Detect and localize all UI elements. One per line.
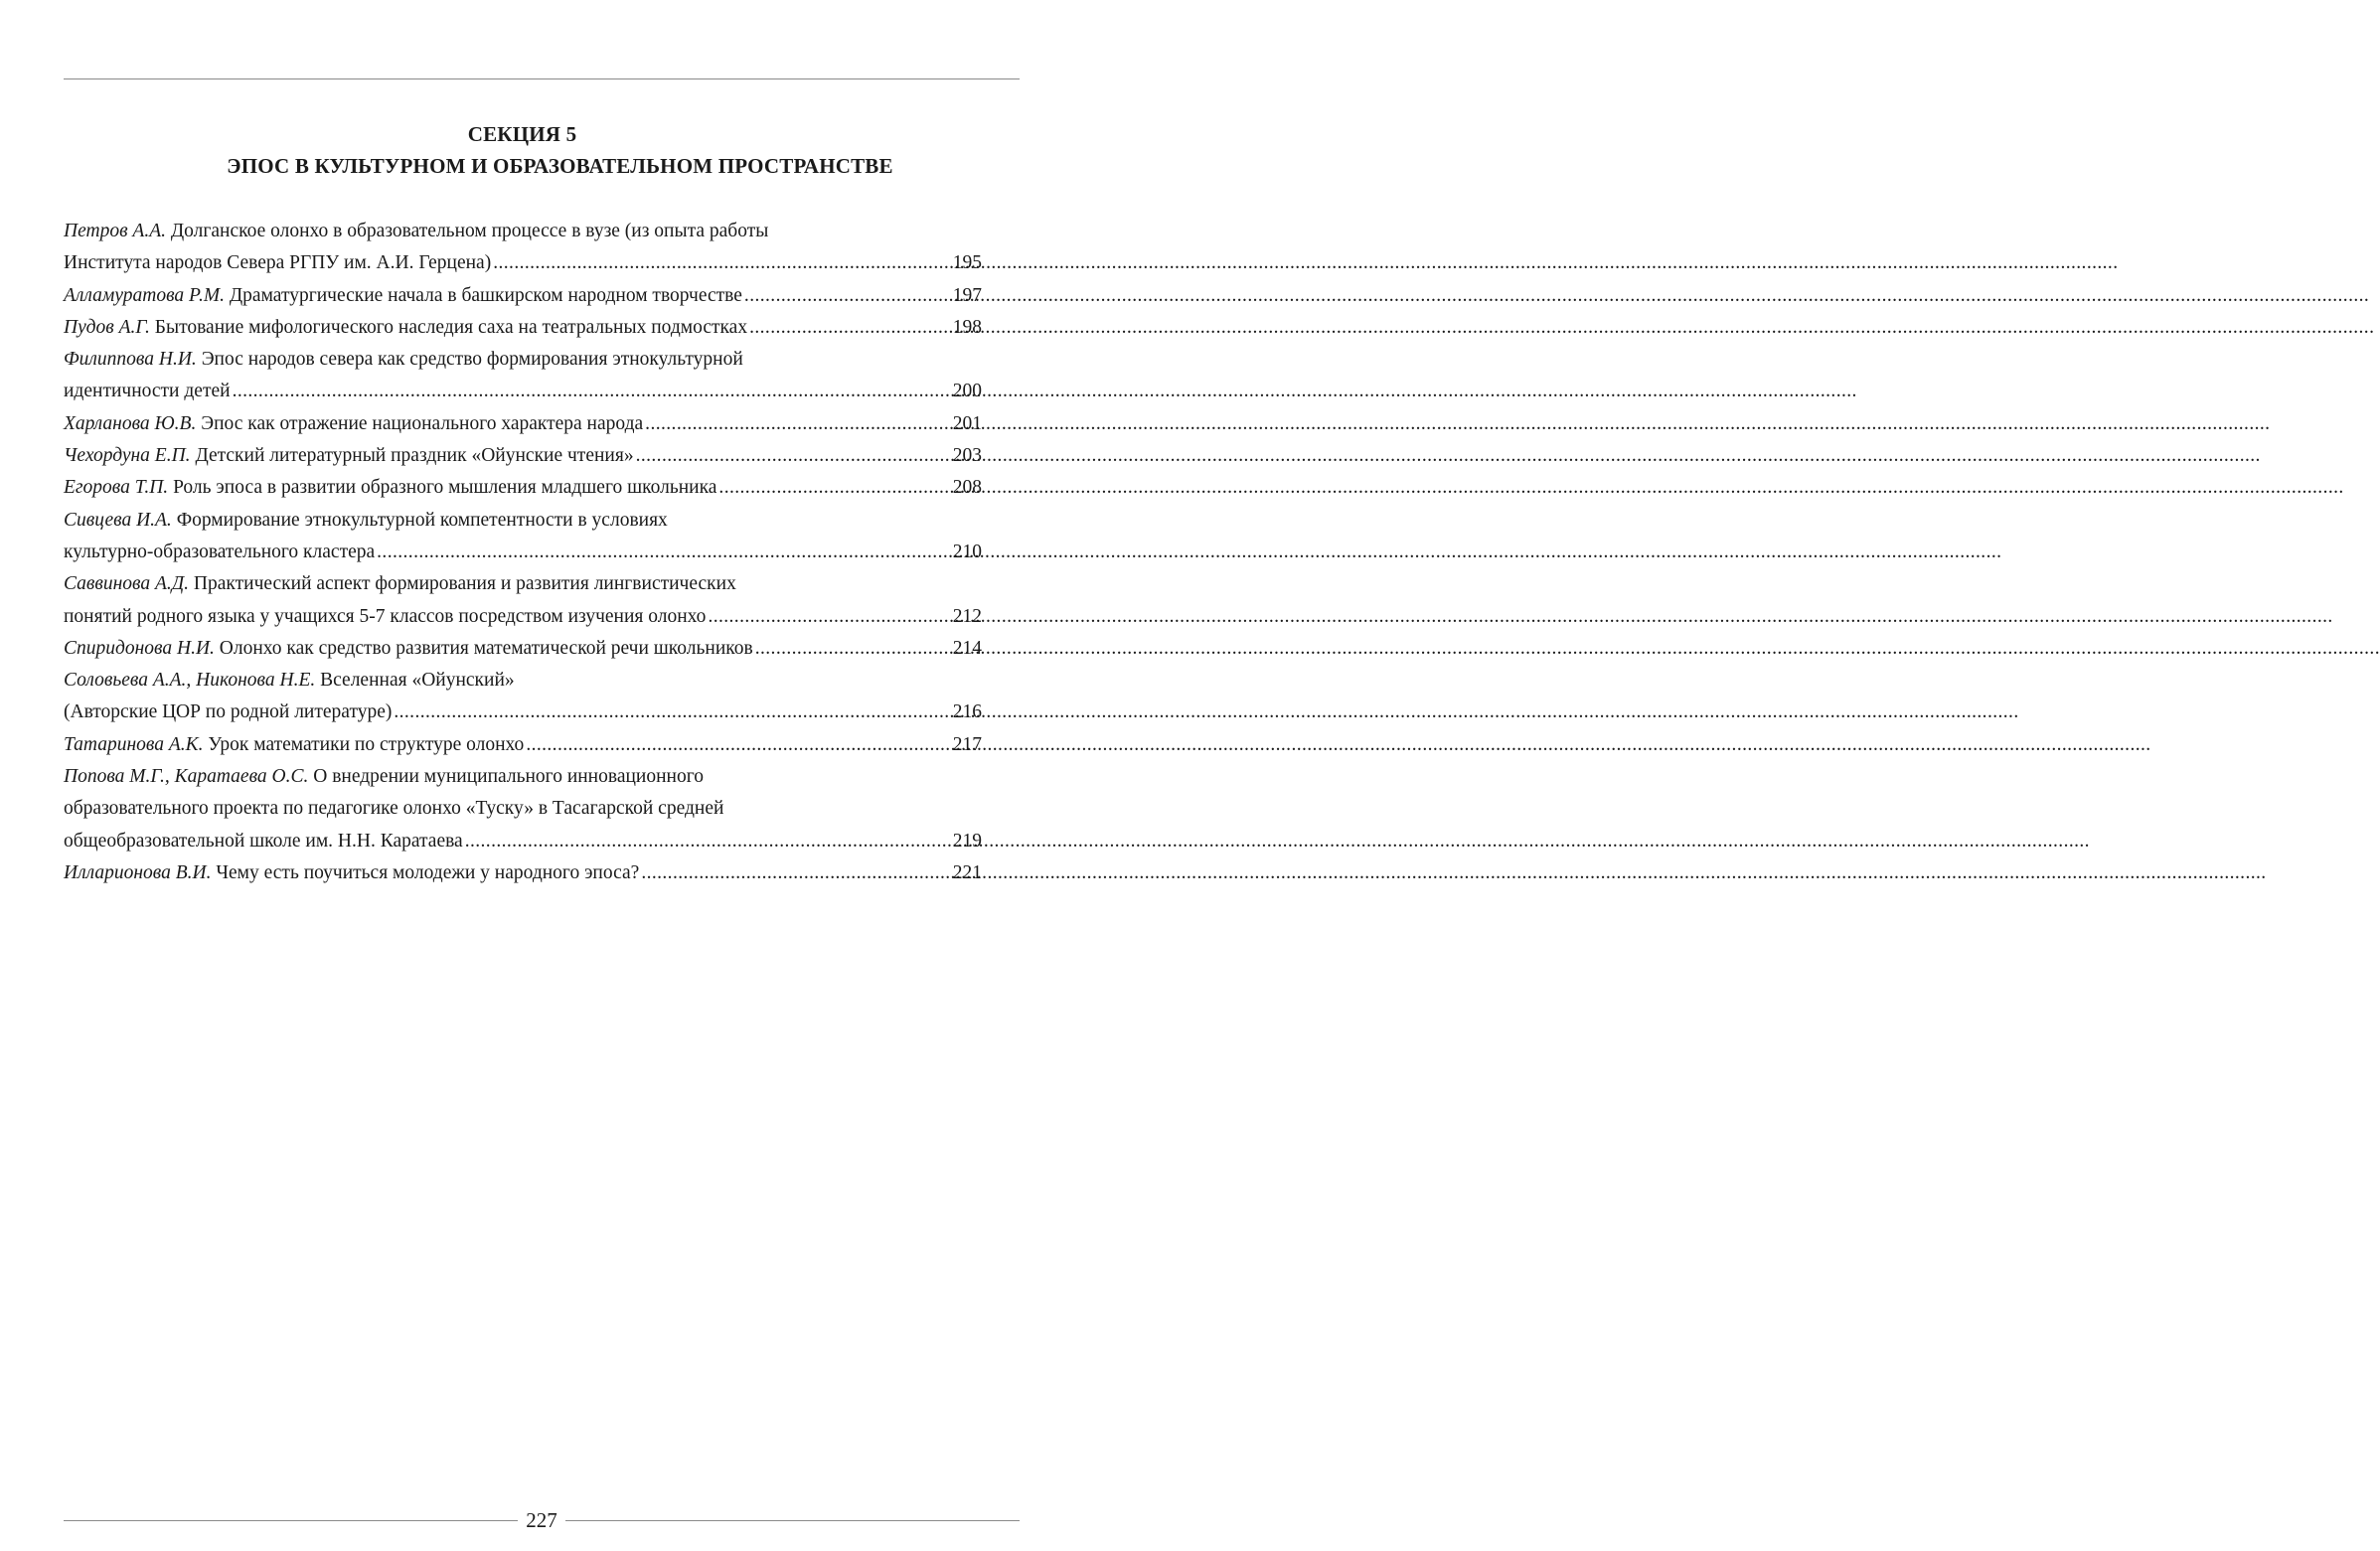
toc-line	[64, 568, 982, 600]
toc-title-text: Урок математики по структуре олонхо	[208, 733, 525, 755]
toc-page-number: 201	[952, 412, 982, 434]
toc-line	[64, 537, 982, 568]
top-rule	[64, 78, 1020, 79]
toc-author: Соловьева А.А., Никонова Н.Е.	[64, 670, 316, 692]
toc-author: Харланова Ю.В.	[64, 412, 197, 434]
dot-leader	[394, 697, 950, 728]
toc-line-text	[64, 440, 634, 472]
toc-line-text	[64, 408, 643, 440]
toc-entry	[64, 472, 982, 504]
toc-page-number: 214	[952, 637, 982, 659]
toc-title-text: Долганское олонхо в образовательном процессе в вузе (из опыта работы	[170, 221, 769, 241]
toc-title-text: Детский литературный праздник «Ойунские чтения»	[195, 445, 634, 467]
toc-line	[64, 697, 982, 728]
toc-page-number: 221	[952, 861, 982, 883]
toc-author: Илларионова В.И.	[64, 861, 212, 883]
dot-leader	[744, 280, 951, 312]
toc-line-text	[64, 793, 723, 825]
toc-line	[64, 793, 982, 825]
toc-line	[64, 216, 982, 247]
toc-line-text	[64, 312, 747, 344]
dot-leader	[493, 247, 951, 279]
toc-entry	[64, 312, 982, 344]
toc-line-text	[64, 761, 704, 793]
toc-page-number: 212	[952, 605, 982, 627]
toc-page-number: 217	[952, 733, 982, 755]
toc-line	[64, 312, 982, 344]
toc-page-number: 198	[952, 316, 982, 338]
dot-leader	[233, 376, 951, 407]
dot-leader	[526, 729, 950, 761]
toc-entry	[64, 344, 982, 408]
toc-line	[64, 472, 982, 504]
toc-line-text	[64, 505, 668, 537]
dot-leader	[377, 537, 951, 568]
toc-entry	[64, 665, 982, 729]
toc-line-text	[64, 729, 524, 761]
toc-author: Сивцева И.А.	[64, 509, 172, 531]
toc-entry	[64, 857, 982, 889]
toc-line-text	[64, 633, 753, 665]
page-number: 227	[526, 1507, 557, 1532]
toc-line-text	[64, 472, 716, 504]
dot-leader	[641, 857, 950, 889]
toc-page-number: 219	[952, 830, 982, 852]
footer-rule-left	[64, 1520, 518, 1521]
dot-leader	[636, 440, 951, 472]
toc-title-text: Эпос как отражение национального характера народа	[201, 412, 644, 434]
toc-line	[64, 665, 982, 697]
toc-entry	[64, 505, 982, 569]
toc-title-text: Формирование этнокультурной компетентности в условиях	[176, 509, 668, 531]
page-footer	[64, 1505, 1020, 1535]
toc-line	[64, 826, 982, 857]
toc-title-text: образовательного проекта по педагогике олонхо «Туску» в Тасагарской средней	[64, 798, 724, 820]
toc-page-number: 210	[952, 541, 982, 562]
toc-line	[64, 857, 982, 889]
toc-line-text	[64, 665, 515, 697]
toc-title-text: Практический аспект формирования и развития лингвистических	[193, 573, 736, 595]
toc-line	[64, 729, 982, 761]
toc-entry	[64, 216, 982, 280]
toc-line	[64, 408, 982, 440]
section-title: ЭПОС В КУЛЬТУРНОМ И ОБРАЗОВАТЕЛЬНОМ ПРОСТРАНСТВЕ	[227, 154, 893, 178]
dot-leader	[645, 408, 951, 440]
toc-title-text: (Авторские ЦОР по родной литературе)	[64, 701, 393, 723]
dot-leader	[755, 633, 951, 665]
toc-line	[64, 505, 982, 537]
toc-line-text	[64, 280, 742, 312]
toc-entry	[64, 568, 982, 633]
toc-author: Петров А.А.	[64, 221, 166, 241]
toc-line-text	[64, 376, 231, 407]
toc-title-text: О внедрении муниципального инновационного	[313, 766, 704, 788]
toc-line-text	[64, 568, 736, 600]
toc-author: Чехордуна Е.П.	[64, 445, 191, 467]
toc-author: Саввинова А.Д.	[64, 573, 190, 595]
dot-leader	[465, 826, 951, 857]
toc-page-number: 203	[952, 445, 982, 467]
toc-title-text: Бытование мифологического наследия саха на театральных подмостках	[154, 316, 748, 338]
toc-entry	[64, 280, 982, 312]
toc-page-number: 208	[952, 477, 982, 499]
toc-author: Филиппова Н.И.	[64, 349, 197, 371]
toc-title-text: понятий родного языка у учащихся 5-7 классов посредством изучения олонхо	[64, 605, 707, 627]
toc-author: Спиридонова Н.И.	[64, 637, 215, 659]
dot-leader	[718, 472, 950, 504]
toc-entry	[64, 633, 982, 665]
toc-author: Егорова Т.П.	[64, 477, 169, 499]
toc-entry	[64, 408, 982, 440]
toc-title-text: Олонхо как средство развития математической речи школьников	[219, 637, 753, 659]
toc-title-text: культурно-образовательного кластера	[64, 541, 376, 562]
toc-author: Алламуратова Р.М.	[64, 284, 225, 306]
toc-line	[64, 344, 982, 376]
toc-line-text	[64, 216, 768, 247]
toc-line-text	[64, 537, 375, 568]
toc-title-text: Чему есть поучиться молодежи у народного эпоса?	[216, 861, 640, 883]
toc-author: Пудов А.Г.	[64, 316, 150, 338]
toc-title-text: Вселенная «Ойунский»	[320, 670, 515, 692]
toc-entry	[64, 440, 982, 472]
toc-page-number: 200	[952, 381, 982, 402]
toc-line-text	[64, 697, 392, 728]
footer-rule-right	[565, 1520, 1020, 1521]
toc-page-number: 216	[952, 701, 982, 723]
toc-line-text	[64, 344, 743, 376]
toc-title-text: идентичности детей	[64, 381, 231, 402]
toc-title-text: Драматургические начала в башкирском народном творчестве	[229, 284, 742, 306]
toc-line	[64, 247, 982, 279]
toc-line	[64, 601, 982, 633]
toc-line-text	[64, 601, 706, 633]
section-number: СЕКЦИЯ 5	[467, 122, 577, 146]
table-of-contents	[64, 216, 982, 889]
toc-line	[64, 376, 982, 407]
toc-line	[64, 633, 982, 665]
toc-line-text	[64, 826, 463, 857]
toc-line	[64, 440, 982, 472]
toc-line-text	[64, 247, 491, 279]
toc-line-text	[64, 857, 639, 889]
dot-leader	[749, 312, 951, 344]
toc-page-number: 197	[952, 284, 982, 306]
toc-title-text: общеобразовательной школе им. Н.Н. Каратаева	[64, 830, 463, 852]
toc-page-number: 195	[952, 252, 982, 274]
toc-author: Попова М.Г., Каратаева О.С.	[64, 766, 309, 788]
toc-author: Татаринова А.К.	[64, 733, 204, 755]
toc-title-text: Эпос народов севера как средство формирования этнокультурной	[201, 349, 743, 371]
toc-line	[64, 761, 982, 793]
toc-entry	[64, 729, 982, 761]
toc-title-text: Института народов Севера РГПУ им. А.И. Герцена)	[64, 252, 492, 274]
toc-title-text: Роль эпоса в развитии образного мышления младшего школьника	[173, 477, 717, 499]
toc-line	[64, 280, 982, 312]
toc-entry	[64, 761, 982, 857]
dot-leader	[708, 601, 950, 633]
